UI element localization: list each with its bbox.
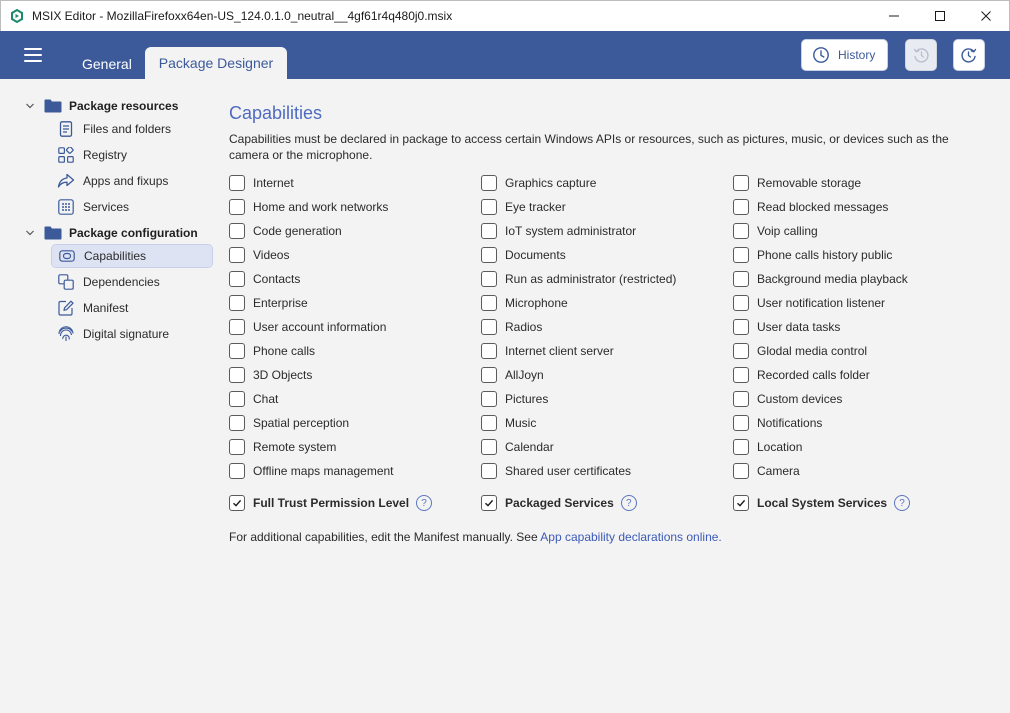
capability-label: Recorded calls folder xyxy=(757,368,870,382)
capability-local-system-services[interactable] xyxy=(733,494,910,512)
capability-label: Phone calls xyxy=(253,344,316,358)
tab-package-designer[interactable]: Package Designer xyxy=(145,47,287,79)
checkbox[interactable] xyxy=(733,415,749,431)
checkbox[interactable] xyxy=(481,439,497,455)
capability-label: Music xyxy=(505,416,537,430)
capability-full-trust[interactable] xyxy=(229,494,432,512)
capability-item[interactable] xyxy=(229,318,386,336)
capability-item[interactable] xyxy=(481,222,636,240)
capability-label: User data tasks xyxy=(757,320,841,334)
checkbox[interactable] xyxy=(481,175,497,191)
checkbox[interactable] xyxy=(733,439,749,455)
checkbox[interactable] xyxy=(229,295,245,311)
sidebar-item-label: Apps and fixups xyxy=(83,174,169,188)
capability-item[interactable] xyxy=(733,246,892,264)
capability-label: Background media playback xyxy=(757,272,908,286)
checkbox-checked[interactable] xyxy=(733,495,749,511)
capability-item[interactable] xyxy=(733,438,802,456)
capability-item[interactable] xyxy=(481,390,548,408)
checkmark-icon xyxy=(232,498,242,508)
capability-label: Internet xyxy=(253,176,294,190)
capabilities-icon xyxy=(58,247,76,265)
capability-label: Local System Services xyxy=(757,496,888,510)
checkbox[interactable] xyxy=(229,271,245,287)
capability-label: Run as administrator (restricted) xyxy=(505,272,677,286)
capability-item[interactable] xyxy=(733,270,908,288)
tree-group-label: Package configuration xyxy=(69,226,198,240)
capability-label: User notification listener xyxy=(757,296,886,310)
minimize-icon xyxy=(888,10,900,22)
capability-label: Calendar xyxy=(505,440,554,454)
maximize-button[interactable] xyxy=(917,1,963,31)
folder-icon xyxy=(44,226,62,240)
capability-item[interactable] xyxy=(229,294,308,312)
capabilities-description: Capabilities must be declared in package to access certain Windows APIs or resources, such as pictures, music, or devices such as the camera or the microphone. xyxy=(229,132,949,162)
file-icon xyxy=(57,120,75,138)
checkbox[interactable] xyxy=(229,343,245,359)
app-header xyxy=(0,31,1010,79)
capability-label: Removable storage xyxy=(757,176,862,190)
capability-label: Location xyxy=(757,440,803,454)
footer-note xyxy=(229,530,722,544)
capability-item[interactable] xyxy=(733,342,867,360)
capability-item[interactable] xyxy=(481,174,596,192)
msix-editor-app-icon xyxy=(9,8,25,24)
capability-item[interactable] xyxy=(481,414,536,432)
capability-item[interactable] xyxy=(481,342,614,360)
checkbox[interactable] xyxy=(733,199,749,215)
page-title: Capabilities xyxy=(229,103,323,123)
hamburger-menu-icon[interactable] xyxy=(24,48,42,62)
help-question-icon[interactable]: ? xyxy=(621,495,637,511)
capability-label: AllJoyn xyxy=(505,368,544,382)
capability-label: Code generation xyxy=(253,224,342,238)
capability-item[interactable] xyxy=(229,390,278,408)
capability-item[interactable] xyxy=(229,222,342,240)
checkbox[interactable] xyxy=(229,175,245,191)
checkbox[interactable] xyxy=(229,439,245,455)
capability-label: Custom devices xyxy=(757,392,843,406)
checkbox[interactable] xyxy=(229,391,245,407)
checkbox[interactable] xyxy=(733,295,749,311)
capability-label: Eye tracker xyxy=(505,200,566,214)
capability-item[interactable] xyxy=(229,462,394,480)
capability-item[interactable] xyxy=(481,366,544,384)
capability-label: Spatial perception xyxy=(253,416,350,430)
checkbox[interactable] xyxy=(229,463,245,479)
checkbox[interactable] xyxy=(229,367,245,383)
checkbox[interactable] xyxy=(229,319,245,335)
history-label: History xyxy=(838,48,876,62)
close-icon xyxy=(980,10,992,22)
capability-item[interactable] xyxy=(733,462,800,480)
checkbox[interactable] xyxy=(481,367,497,383)
checkbox[interactable] xyxy=(481,223,497,239)
redo-button[interactable] xyxy=(953,39,985,71)
checkbox[interactable] xyxy=(229,415,245,431)
close-button[interactable] xyxy=(963,1,1009,31)
capability-item[interactable] xyxy=(733,318,840,336)
checkbox[interactable] xyxy=(229,199,245,215)
capability-label: Read blocked messages xyxy=(757,200,889,214)
redo-history-icon xyxy=(960,46,978,64)
chevron-down-icon xyxy=(24,100,36,112)
capability-label: Videos xyxy=(253,248,290,262)
capability-label: Glodal media control xyxy=(757,344,868,358)
checkbox[interactable] xyxy=(733,463,749,479)
sidebar xyxy=(0,79,220,713)
sidebar-item-label: Dependencies xyxy=(83,275,160,289)
checkbox[interactable] xyxy=(733,343,749,359)
chevron-down-icon xyxy=(24,227,36,239)
checkmark-icon xyxy=(736,498,746,508)
checkbox[interactable] xyxy=(733,223,749,239)
sidebar-item-files-and-folders[interactable] xyxy=(51,117,213,141)
capability-label: Voip calling xyxy=(757,224,818,238)
undo-history-icon xyxy=(912,46,930,64)
capability-item[interactable] xyxy=(481,246,566,264)
folder-icon xyxy=(44,99,62,113)
capability-item[interactable] xyxy=(481,318,542,336)
capability-label: Phone calls history public xyxy=(757,248,893,262)
registry-icon xyxy=(57,146,75,164)
capability-item[interactable] xyxy=(481,462,631,480)
capability-label: Graphics capture xyxy=(505,176,597,190)
checkbox[interactable] xyxy=(733,319,749,335)
capability-item[interactable] xyxy=(733,174,861,192)
sidebar-item-label: Registry xyxy=(83,148,128,162)
checkmark-icon xyxy=(484,498,494,508)
history-button[interactable] xyxy=(801,39,888,71)
capability-label: Internet client server xyxy=(505,344,614,358)
sidebar-item-apps-and-fixups[interactable] xyxy=(51,169,213,193)
sidebar-item-digital-signature[interactable] xyxy=(51,322,213,346)
sidebar-item-services[interactable] xyxy=(51,195,213,219)
checkbox[interactable] xyxy=(733,367,749,383)
capability-item[interactable] xyxy=(229,342,315,360)
maximize-icon xyxy=(934,10,946,22)
sidebar-item-dependencies[interactable] xyxy=(51,270,213,294)
checkbox[interactable] xyxy=(481,199,497,215)
services-grid-icon xyxy=(57,198,75,216)
capability-item[interactable] xyxy=(229,438,336,456)
capability-label: Microphone xyxy=(505,296,568,310)
capability-label: Radios xyxy=(505,320,543,334)
capability-label: Chat xyxy=(253,392,279,406)
sidebar-item-label: Capabilities xyxy=(84,249,147,263)
dependencies-icon xyxy=(57,273,75,291)
capability-label: Remote system xyxy=(253,440,337,454)
help-question-icon[interactable]: ? xyxy=(416,495,432,511)
sidebar-item-label: Files and folders xyxy=(83,122,172,136)
checkbox[interactable] xyxy=(481,295,497,311)
checkbox[interactable] xyxy=(481,271,497,287)
capability-label: Camera xyxy=(757,464,800,478)
capability-item[interactable] xyxy=(733,366,870,384)
capability-item[interactable] xyxy=(481,270,676,288)
title-bar xyxy=(0,0,1010,31)
checkbox[interactable] xyxy=(229,247,245,263)
capability-item[interactable] xyxy=(229,198,388,216)
checkbox[interactable] xyxy=(733,175,749,191)
capability-item[interactable] xyxy=(733,222,818,240)
capability-item[interactable] xyxy=(481,438,554,456)
capability-label: Enterprise xyxy=(253,296,308,310)
capability-label: Shared user certificates xyxy=(505,464,632,478)
checkbox[interactable] xyxy=(733,391,749,407)
tree-group-package-configuration[interactable] xyxy=(24,223,198,243)
checkbox[interactable] xyxy=(481,463,497,479)
capability-item[interactable] xyxy=(229,414,349,432)
capability-label: Offline maps management xyxy=(253,464,394,478)
capability-packaged-services[interactable] xyxy=(481,494,637,512)
undo-button[interactable] xyxy=(905,39,937,71)
minimize-button[interactable] xyxy=(871,1,917,31)
capability-label: Notifications xyxy=(757,416,823,430)
window-title: MSIX Editor - MozillaFirefoxx64en-US_124.0.1.0_neutral__4gf61r4q480j0.msix xyxy=(32,9,453,23)
capability-label: Home and work networks xyxy=(253,200,389,214)
capability-label: Full Trust Permission Level xyxy=(253,496,410,510)
checkbox[interactable] xyxy=(733,247,749,263)
capability-item[interactable] xyxy=(229,174,294,192)
capability-item[interactable] xyxy=(229,270,300,288)
capability-declarations-link[interactable]: App capability declarations online. xyxy=(540,530,722,544)
checkbox[interactable] xyxy=(481,319,497,335)
sidebar-item-label: Services xyxy=(83,200,130,214)
checkbox-checked[interactable] xyxy=(481,495,497,511)
tab-general[interactable]: General xyxy=(82,56,132,72)
capability-item[interactable] xyxy=(733,198,888,216)
capability-item[interactable] xyxy=(481,198,566,216)
sidebar-item-label: Digital signature xyxy=(83,327,170,341)
capability-item[interactable] xyxy=(229,246,289,264)
checkbox[interactable] xyxy=(481,415,497,431)
checkbox[interactable] xyxy=(481,247,497,263)
checkbox[interactable] xyxy=(733,271,749,287)
share-arrow-icon xyxy=(57,172,75,190)
capability-item[interactable] xyxy=(733,414,822,432)
capability-label: User account information xyxy=(253,320,387,334)
capability-label: 3D Objects xyxy=(253,368,313,382)
capability-label: IoT system administrator xyxy=(505,224,637,238)
sidebar-item-manifest[interactable] xyxy=(51,296,213,320)
tree-group-package-resources[interactable] xyxy=(24,96,178,116)
capability-label: Documents xyxy=(505,248,566,262)
capability-item[interactable] xyxy=(481,294,568,312)
checkbox[interactable] xyxy=(481,391,497,407)
manifest-edit-icon xyxy=(57,299,75,317)
clock-icon xyxy=(812,46,830,64)
capability-item[interactable] xyxy=(733,294,885,312)
fingerprint-icon xyxy=(57,325,75,343)
checkbox[interactable] xyxy=(481,343,497,359)
checkbox[interactable] xyxy=(229,223,245,239)
footer-text: For additional capabilities, edit the Manifest manually. See xyxy=(229,530,541,544)
sidebar-item-label: Manifest xyxy=(83,301,129,315)
capability-item[interactable] xyxy=(733,390,842,408)
checkbox-checked[interactable] xyxy=(229,495,245,511)
capability-label: Contacts xyxy=(253,272,301,286)
capability-item[interactable] xyxy=(229,366,312,384)
capability-label: Packaged Services xyxy=(505,496,614,510)
help-question-icon[interactable]: ? xyxy=(894,495,910,511)
tree-group-label: Package resources xyxy=(69,99,179,113)
capability-label: Pictures xyxy=(505,392,549,406)
sidebar-item-registry[interactable] xyxy=(51,143,213,167)
sidebar-item-capabilities[interactable] xyxy=(51,244,213,268)
